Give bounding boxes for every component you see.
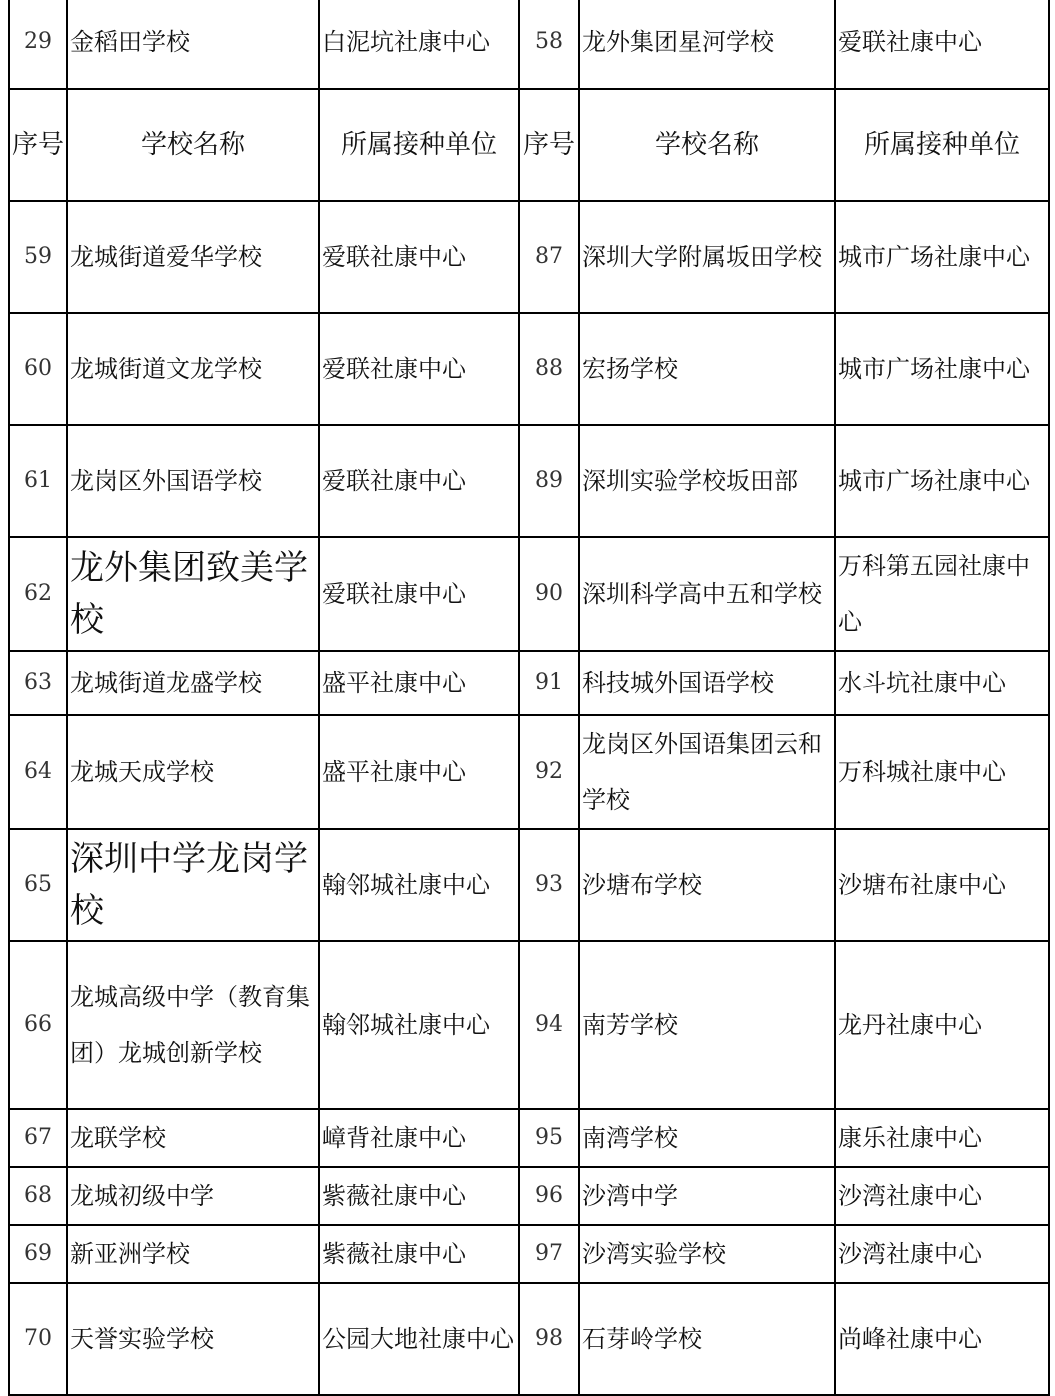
header-school: 学校名称 [579,89,835,201]
school-cell: 龙城街道文龙学校 [67,313,319,425]
school-cell: 天誉实验学校 [67,1283,319,1395]
school-cell: 深圳科学高中五和学校 [579,537,835,651]
header-seq: 序号 [9,89,67,201]
table-row [9,0,1049,89]
seq-cell: 92 [519,715,579,829]
unit-cell: 翰邻城社康中心 [319,941,519,1109]
seq-cell: 96 [519,1167,579,1225]
seq-cell: 58 [519,0,579,89]
table-row [9,651,1049,715]
seq-cell: 63 [9,651,67,715]
table-row [9,715,1049,829]
unit-cell: 沙湾社康中心 [835,1167,1049,1225]
seq-cell: 66 [9,941,67,1109]
table-row [9,425,1049,537]
seq-cell: 68 [9,1167,67,1225]
seq-cell: 60 [9,313,67,425]
school-vaccination-table [8,0,1050,1396]
table-row [9,313,1049,425]
seq-cell: 88 [519,313,579,425]
school-cell: 深圳实验学校坂田部 [579,425,835,537]
school-cell: 新亚洲学校 [67,1225,319,1283]
school-cell: 龙城天成学校 [67,715,319,829]
unit-cell: 城市广场社康中心 [835,201,1049,313]
unit-cell: 尚峰社康中心 [835,1283,1049,1395]
seq-cell: 98 [519,1283,579,1395]
seq-cell: 59 [9,201,67,313]
seq-cell: 91 [519,651,579,715]
unit-cell: 盛平社康中心 [319,715,519,829]
unit-cell: 万科第五园社康中心 [835,537,1049,651]
header-unit: 所属接种单位 [835,89,1049,201]
seq-cell: 95 [519,1109,579,1167]
school-cell: 龙岗区外国语集团云和学校 [579,715,835,829]
header-school: 学校名称 [67,89,319,201]
school-cell: 沙湾实验学校 [579,1225,835,1283]
seq-cell: 90 [519,537,579,651]
unit-cell: 爱联社康中心 [319,425,519,537]
unit-cell: 城市广场社康中心 [835,313,1049,425]
seq-cell: 67 [9,1109,67,1167]
school-cell: 深圳中学龙岗学校 [67,829,319,941]
unit-cell: 爱联社康中心 [835,0,1049,89]
school-cell: 深圳大学附属坂田学校 [579,201,835,313]
unit-cell: 水斗坑社康中心 [835,651,1049,715]
table-row [9,1167,1049,1225]
unit-cell: 爱联社康中心 [319,537,519,651]
unit-cell: 沙湾社康中心 [835,1225,1049,1283]
unit-cell: 翰邻城社康中心 [319,829,519,941]
unit-cell: 紫薇社康中心 [319,1225,519,1283]
school-cell: 金稻田学校 [67,0,319,89]
table-row [9,829,1049,941]
unit-cell: 城市广场社康中心 [835,425,1049,537]
table-row [9,537,1049,651]
school-cell: 龙岗区外国语学校 [67,425,319,537]
unit-cell: 沙塘布社康中心 [835,829,1049,941]
unit-cell: 紫薇社康中心 [319,1167,519,1225]
header-row [9,89,1049,201]
school-cell: 沙湾中学 [579,1167,835,1225]
unit-cell: 龙丹社康中心 [835,941,1049,1109]
document-page [8,0,1048,1396]
header-unit: 所属接种单位 [319,89,519,201]
table-row [9,1283,1049,1395]
unit-cell: 康乐社康中心 [835,1109,1049,1167]
seq-cell: 29 [9,0,67,89]
seq-cell: 93 [519,829,579,941]
seq-cell: 87 [519,201,579,313]
school-cell: 龙联学校 [67,1109,319,1167]
school-cell: 龙外集团星河学校 [579,0,835,89]
school-cell: 南湾学校 [579,1109,835,1167]
seq-cell: 61 [9,425,67,537]
table-row [9,1109,1049,1167]
school-cell: 龙城街道爱华学校 [67,201,319,313]
table-row [9,941,1049,1109]
school-cell: 南芳学校 [579,941,835,1109]
seq-cell: 94 [519,941,579,1109]
table-row [9,201,1049,313]
seq-cell: 62 [9,537,67,651]
school-cell: 龙城高级中学（教育集团）龙城创新学校 [67,941,319,1109]
unit-cell: 爱联社康中心 [319,313,519,425]
school-cell: 龙城初级中学 [67,1167,319,1225]
seq-cell: 89 [519,425,579,537]
unit-cell: 爱联社康中心 [319,201,519,313]
seq-cell: 70 [9,1283,67,1395]
unit-cell: 万科城社康中心 [835,715,1049,829]
school-cell: 龙外集团致美学校 [67,537,319,651]
unit-cell: 嶂背社康中心 [319,1109,519,1167]
school-cell: 龙城街道龙盛学校 [67,651,319,715]
seq-cell: 64 [9,715,67,829]
seq-cell: 65 [9,829,67,941]
unit-cell: 白泥坑社康中心 [319,0,519,89]
school-cell: 宏扬学校 [579,313,835,425]
seq-cell: 69 [9,1225,67,1283]
unit-cell: 盛平社康中心 [319,651,519,715]
seq-cell: 97 [519,1225,579,1283]
unit-cell: 公园大地社康中心 [319,1283,519,1395]
table-row [9,1225,1049,1283]
school-cell: 沙塘布学校 [579,829,835,941]
header-seq: 序号 [519,89,579,201]
school-cell: 科技城外国语学校 [579,651,835,715]
school-cell: 石芽岭学校 [579,1283,835,1395]
